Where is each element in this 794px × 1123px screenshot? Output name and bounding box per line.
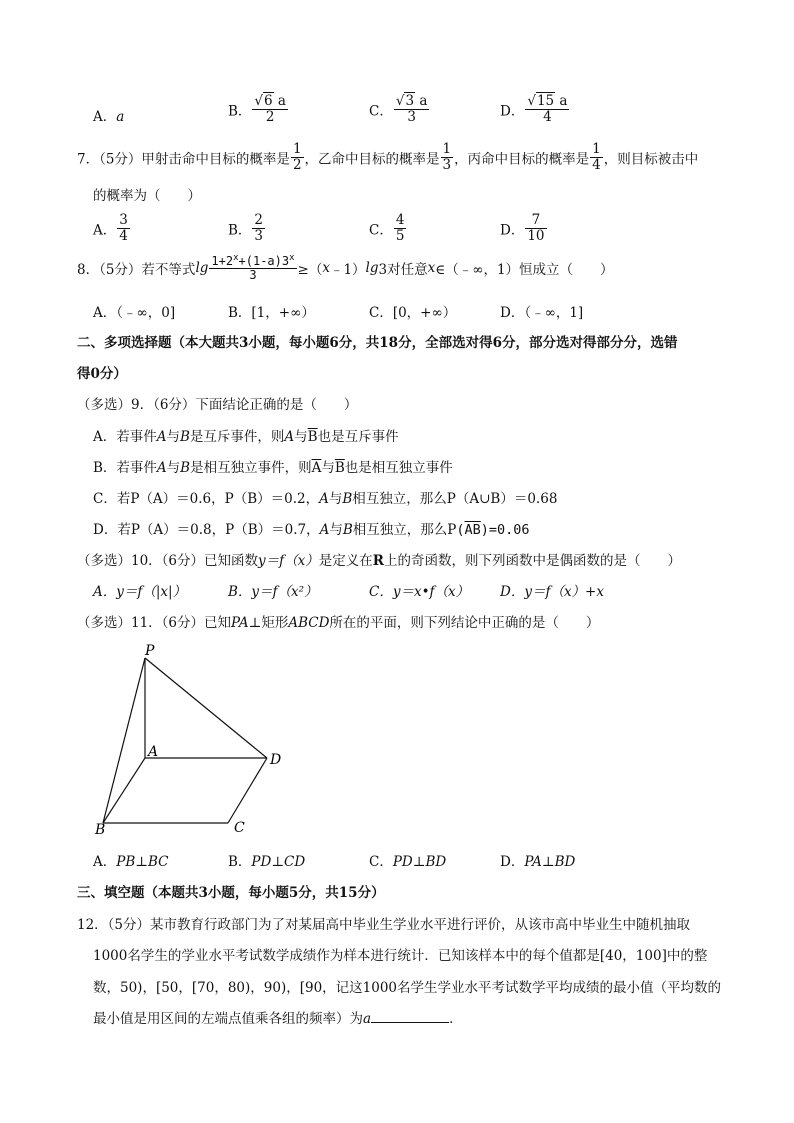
q8-stem [77, 254, 614, 282]
q10-option-c: C．y＝x•f（x） [369, 584, 470, 600]
q7-text: ，丙命中目标的概率是 [454, 151, 590, 168]
edge-pb [103, 658, 145, 823]
option-label: D． [500, 222, 525, 239]
q8-option-d: D．（﹣∞，1] [500, 305, 584, 321]
rectangle-abcd: ABCD [288, 615, 330, 631]
section-2-heading-line2: 得0分） [77, 366, 127, 382]
function-expr: y＝f（x） [258, 553, 319, 569]
numerator-part: 1+2 [211, 254, 234, 268]
option-label: A． [93, 854, 117, 870]
text: 与 [166, 460, 181, 476]
q11-geometry-figure [90, 640, 300, 840]
option-label: A． [93, 109, 117, 125]
denominator: 2 [292, 156, 302, 173]
event-a: A [156, 460, 167, 476]
text: C．若P（A）＝0.6，P（B）＝0.2， [93, 491, 320, 507]
event-a: A [156, 429, 167, 445]
q9-option-c [93, 487, 557, 507]
variable: x [322, 260, 330, 277]
denominator: 5 [395, 227, 405, 244]
event-ab-complement: $\overline{AB}$ [464, 522, 481, 538]
numerator: 4 [395, 212, 405, 228]
q10-option-d: D．y＝f（x）+x [500, 584, 604, 600]
q10-stem [77, 549, 681, 569]
denominator: 2 [252, 109, 288, 125]
q7-option-d [500, 213, 548, 244]
denominator: 3 [254, 227, 264, 244]
q11-stem [77, 611, 599, 631]
numerator: 1 [592, 141, 601, 157]
q11-option-b [228, 850, 305, 870]
option-fraction: $\frac{√6 a}{2}$ [254, 93, 286, 125]
lg-symbol: lg [365, 260, 379, 277]
event-b: B [180, 460, 191, 476]
radicand: 6 [264, 93, 273, 109]
event-b: B [342, 522, 353, 538]
option-fraction: $\frac{√3 a}{3}$ [395, 93, 428, 125]
event-a-complement: $\overline{A}$ [311, 460, 322, 476]
q7-option-a [93, 213, 131, 244]
vertex-label-b: B [95, 822, 106, 838]
option-label: A． [93, 222, 117, 239]
text: 与 [166, 429, 180, 445]
option-fraction [394, 213, 407, 244]
variable: a [419, 93, 428, 109]
answer-blank[interactable] [371, 1010, 449, 1023]
option-fraction [252, 213, 265, 244]
variable: a [559, 93, 568, 109]
q12-line-2: 1000名学生的学业水平考试数学成绩作为样本进行统计．已知该样本中的每个值都是[40，100]中的整 [93, 948, 708, 964]
text: 所在的平面，则下列结论中正确的是（ ） [329, 615, 600, 631]
exponent: x [289, 253, 295, 263]
option-text: PA⊥BD [524, 854, 576, 870]
event-b: B [180, 429, 190, 445]
q6-option-b [228, 94, 289, 125]
event-b-complement: $\overline{B}$ [307, 429, 318, 445]
denominator: 4 [119, 227, 128, 244]
q11-option-a [93, 850, 168, 870]
text: 相互独立，那么P（A∪B）＝0.68 [352, 491, 558, 507]
denominator: 3 [209, 268, 296, 282]
text: 最小值是用区间的左端点值乘各组的频率）为 [93, 1011, 363, 1027]
option-text: PD⊥CD [251, 854, 306, 870]
q7-fraction-2 [441, 142, 454, 173]
q7-text: ，则目标被击中 [603, 151, 699, 168]
text: 与 [294, 429, 308, 445]
q9-option-a [93, 425, 399, 445]
option-label: D． [500, 103, 525, 120]
lg-symbol: lg [195, 260, 209, 277]
q9-stem: （多选）9．（6分）下面结论正确的是（ ） [77, 397, 358, 413]
q7-option-c [369, 213, 407, 244]
q8-text: ∈（﹣∞，1）恒成立（ ） [435, 262, 614, 279]
option-label: B． [228, 103, 252, 120]
q7-text: 7．（5分）甲射击命中目标的概率是 [77, 151, 290, 168]
text: 是定义在 [318, 553, 373, 569]
event-b: B [342, 491, 353, 507]
text: ． [449, 1011, 463, 1027]
text: 是互斥事件，则 [189, 429, 285, 445]
option-text: PD⊥BD [392, 854, 447, 870]
option-fraction [525, 213, 546, 244]
denominator: 3 [442, 156, 452, 173]
denominator: 3 [394, 109, 430, 125]
vertex-label-c: C [234, 820, 245, 836]
denominator: 10 [527, 227, 545, 244]
numerator: 7 [531, 212, 541, 228]
q12-line-1: 12．（5分）某市教育行政部门为了对某届高中毕业生学业水平进行评价，从该市高中毕业生中随机抽取 [77, 917, 691, 933]
vertex-label-p: P [145, 643, 155, 659]
text: 相互独立，那么P [352, 522, 457, 538]
option-label: C． [369, 103, 393, 120]
event-a: A [319, 491, 329, 507]
denominator: 4 [525, 109, 569, 125]
text: ⊥矩形 [248, 615, 289, 631]
q8-text: 8．（5分）若不等式 [77, 262, 196, 279]
text: A．若事件 [93, 429, 157, 445]
numerator: 1 [292, 141, 302, 157]
edge-ab [103, 758, 145, 823]
text: 也是互斥事件 [317, 429, 399, 445]
q11-option-c [369, 850, 446, 870]
denominator: 4 [592, 156, 601, 173]
option-label: B． [228, 854, 252, 870]
option-text: PB⊥BC [116, 854, 169, 870]
section-3-heading: 三、填空题（本题共3小题，每小题5分，共15分） [77, 885, 385, 901]
event-a: A [319, 522, 330, 538]
variable: a [363, 1011, 372, 1027]
q8-fraction [209, 254, 296, 282]
q10-option-a: A．y＝f（|x|） [93, 584, 187, 600]
option-value: a [116, 109, 125, 125]
option-fraction [117, 213, 130, 244]
q6-option-a [93, 105, 124, 125]
q7-fraction-3 [590, 142, 603, 173]
vertex-label-d: D [270, 752, 282, 768]
text: 是相互独立事件，则 [190, 460, 312, 476]
option-label: D． [500, 854, 525, 870]
text: （多选）11．（6分）已知 [77, 615, 232, 631]
option-label: C． [369, 854, 393, 870]
q9-option-d: D．若P（A）＝0.8，P（B）＝0.7，A与B相互独立，那么$P(\overline{AB})=0.06$ [93, 522, 530, 538]
text: D．若P（A）＝0.8，P（B）＝0.7， [93, 522, 320, 538]
q8-option-a: A．（﹣∞，0] [93, 305, 176, 321]
radicand: 3 [405, 93, 415, 109]
text: 与 [329, 522, 343, 538]
q7-stem-line2: 的概率为（ ） [93, 188, 201, 204]
numerator-part: +(1-a)3 [238, 254, 290, 268]
numerator: 3 [119, 212, 128, 228]
q8-text: 3对任意 [378, 262, 428, 279]
q10-option-b: B．y＝f（x²） [228, 584, 318, 600]
edge-cd [228, 758, 267, 823]
q9-option-b [93, 456, 453, 476]
event-b-complement: $\overline{B}$ [334, 460, 345, 476]
q7-option-b [228, 213, 266, 244]
radicand: 15 [536, 93, 555, 109]
q12-line-3: 数，50)，[50，[70，80)，90)，[90，记这1000名学生学业水平考试数学平均成绩的最小值（平均数的 [93, 980, 722, 996]
event-a: A [284, 429, 295, 445]
text: 与 [321, 460, 335, 476]
variable: a [277, 93, 286, 109]
q8-option-c: C．[0，+∞） [369, 305, 457, 321]
edge-pd [145, 658, 267, 758]
text: （多选）10．（6分）已知函数 [77, 553, 259, 569]
text: B．若事件 [93, 460, 157, 476]
text: 也是相互独立事件 [344, 460, 453, 476]
q6-option-d [500, 94, 570, 125]
text: 上的奇函数，则下列函数中是偶函数的是（ ） [384, 553, 682, 569]
numerator: 2 [254, 212, 264, 228]
exponent: x [233, 253, 239, 263]
section-2-heading: 二、多项选择题（本大题共3小题，每小题6分，共18分，全部选对得6分，部分选对得部分分，选错 [77, 335, 678, 351]
vertex-label-a: A [148, 744, 159, 760]
q8-text: ﹣1） [329, 262, 366, 279]
numerator: 1 [442, 141, 452, 157]
q7-fraction-1 [291, 142, 304, 173]
q8-text: ≥（ [297, 262, 323, 279]
q7-stem [77, 142, 698, 173]
q12-line-4 [93, 1007, 463, 1027]
option-fraction: $\frac{√15 a}{4}$ [527, 93, 568, 125]
segment-pa: PA [231, 615, 249, 631]
real-set: R [372, 553, 385, 569]
text: 与 [328, 491, 343, 507]
text: =0.06 [488, 522, 530, 538]
q7-text: ，乙命中目标的概率是 [304, 151, 440, 168]
option-label: B． [228, 222, 252, 239]
variable: x [427, 260, 436, 277]
q11-option-d [500, 850, 575, 870]
q8-option-b: B．[1，+∞） [228, 305, 315, 321]
option-label: C． [369, 222, 393, 239]
q6-option-c [369, 94, 430, 125]
